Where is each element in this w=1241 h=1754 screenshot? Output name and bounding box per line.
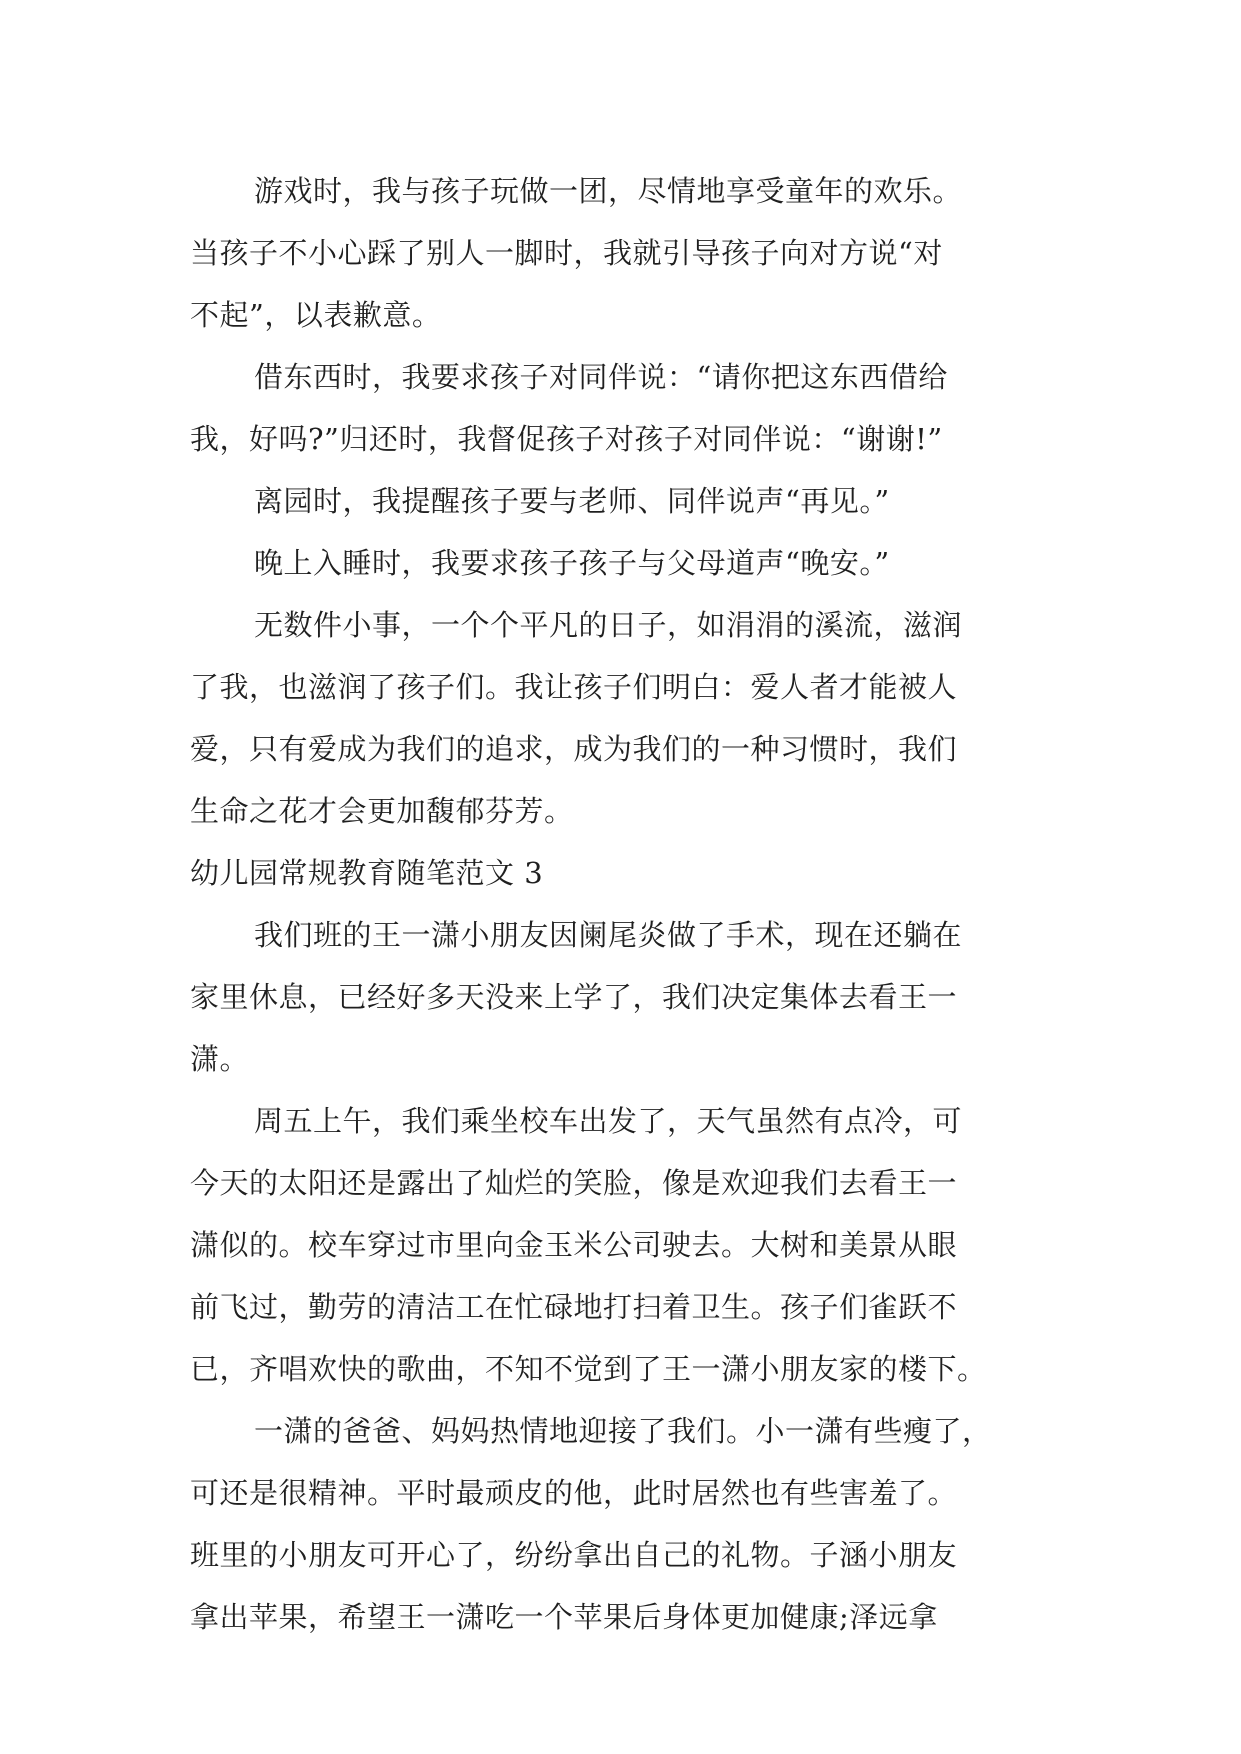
text-line: 我，好吗?”归还时，我督促孩子对孩子对同伴说：“谢谢!” — [190, 422, 943, 456]
text-line: 今天的太阳还是露出了灿烂的笑脸，像是欢迎我们去看王一 — [190, 1166, 958, 1200]
paragraph — [190, 1090, 1070, 1400]
paragraph — [190, 160, 1070, 346]
text-line: 我们班的王一潇小朋友因阑尾炎做了手术，现在还躺在 — [254, 918, 963, 952]
text-line: 离园时，我提醒孩子要与老师、同伴说声“再见。” — [254, 484, 890, 518]
text-line: 家里休息，已经好多天没来上学了，我们决定集体去看王一 — [190, 980, 958, 1014]
text-line: 已，齐唱欢快的歌曲，不知不觉到了王一潇小朋友家的楼下。 — [190, 1352, 987, 1386]
paragraph — [190, 532, 1070, 594]
text-line: 班里的小朋友可开心了，纷纷拿出自己的礼物。子涵小朋友 — [190, 1538, 958, 1572]
text-line: 潇。 — [190, 1042, 250, 1076]
text-line: 无数件小事，一个个平凡的日子，如涓涓的溪流，滋润 — [254, 608, 963, 642]
document-body — [190, 160, 1070, 1648]
text-line: 了我，也滋润了孩子们。我让孩子们明白：爱人者才能被人 — [190, 670, 958, 704]
text-line: 潇似的。校车穿过市里向金玉米公司驶去。大树和美景从眼 — [190, 1228, 958, 1262]
text-line: 生命之花才会更加馥郁芬芳。 — [190, 794, 574, 828]
paragraph — [190, 904, 1070, 1090]
text-line: 借东西时，我要求孩子对同伴说：“请你把这东西借给 — [254, 360, 948, 394]
text-line: 游戏时，我与孩子玩做一团，尽情地享受童年的欢乐。 — [254, 174, 963, 208]
section-title-text: 幼儿园常规教育随笔范文 3 — [190, 856, 544, 890]
text-line: 不起”，以表歉意。 — [190, 298, 442, 332]
text-line: 可还是很精神。平时最顽皮的他，此时居然也有些害羞了。 — [190, 1476, 958, 1510]
text-line: 爱，只有爱成为我们的追求，成为我们的一种习惯时，我们 — [190, 732, 958, 766]
paragraph — [190, 346, 1070, 470]
text-line: 周五上午，我们乘坐校车出发了，天气虽然有点冷，可 — [254, 1104, 963, 1138]
paragraph — [190, 470, 1070, 532]
paragraph — [190, 594, 1070, 842]
text-line: 一潇的爸爸、妈妈热情地迎接了我们。小一潇有些瘦了， — [254, 1414, 992, 1448]
section-title — [190, 842, 1070, 904]
text-line: 晚上入睡时，我要求孩子孩子与父母道声“晚安。” — [254, 546, 890, 580]
text-line: 当孩子不小心踩了别人一脚时，我就引导孩子向对方说“对 — [190, 236, 943, 270]
paragraph — [190, 1400, 1070, 1648]
text-line: 前飞过，勤劳的清洁工在忙碌地打扫着卫生。孩子们雀跃不 — [190, 1290, 958, 1324]
text-line: 拿出苹果，希望王一潇吃一个苹果后身体更加健康;泽远拿 — [190, 1600, 938, 1634]
